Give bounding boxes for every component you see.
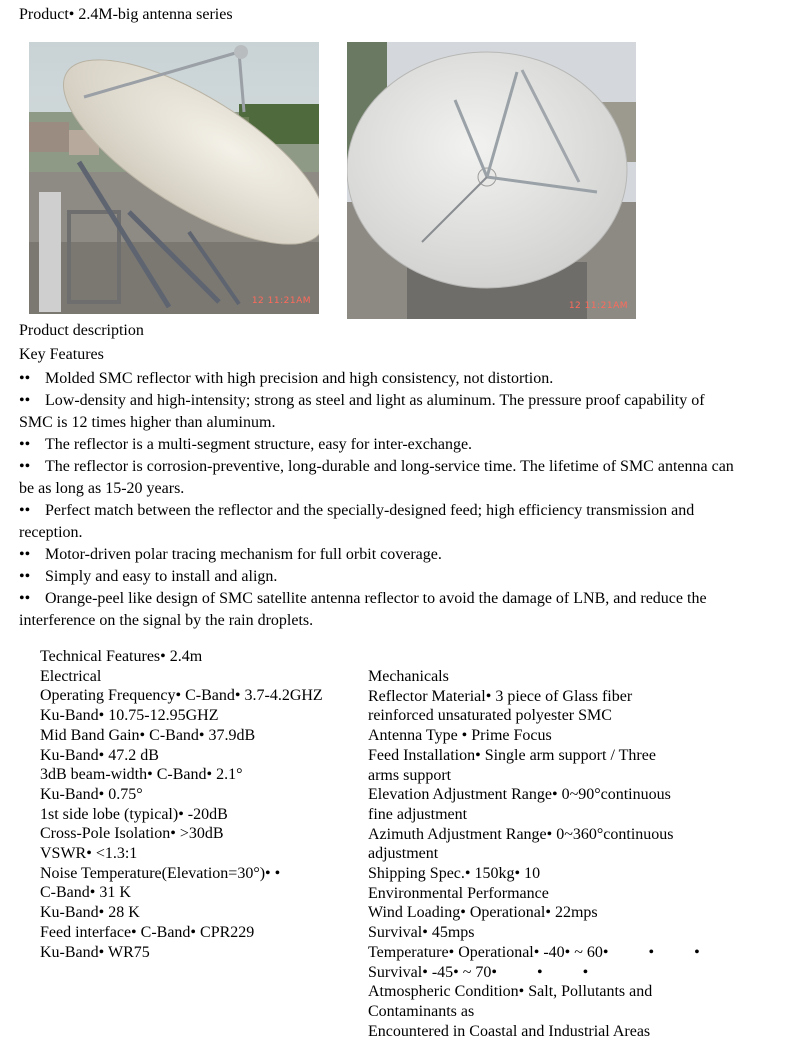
- spec-line: Survival• 45mps: [368, 924, 475, 942]
- bullet-icon: ••: [19, 568, 31, 585]
- spec-line: Operating Frequency• C-Band• 3.7-4.2GHZ: [40, 687, 323, 705]
- spec-line: Feed interface• C-Band• CPR229: [40, 923, 255, 941]
- mechanicals-column: [368, 667, 700, 1041]
- spec-line: Mechanicals: [368, 668, 449, 685]
- spec-line: Elevation Adjustment Range• 0~90°continuous: [368, 786, 671, 804]
- photo-timestamp: 12 11:21AM: [568, 301, 628, 311]
- bullet-icon: ••: [19, 502, 31, 519]
- key-features-heading: Key Features: [19, 346, 104, 363]
- spec-line: VSWR• <1.3:1: [40, 845, 138, 863]
- spec-line: Contaminants as: [368, 1002, 475, 1020]
- spec-line: Atmospheric Condition• Salt, Pollutants and: [368, 983, 653, 1001]
- bullet-icon: ••: [19, 546, 31, 563]
- spec-line: Shipping Spec.• 150kg• 10: [368, 865, 541, 883]
- spec-line: Survival• -45• ~ 70• • •: [368, 963, 589, 981]
- spec-line: Ku-Band• WR75: [40, 943, 150, 961]
- spec-line: 1st side lobe (typical)• -20dB: [40, 805, 228, 823]
- spec-line: arms support: [368, 766, 452, 784]
- spec-line: Antenna Type • Prime Focus: [368, 727, 552, 745]
- feature-item: •• Perfect match between the reflector and the specially-designed feed; high efficiency transmission and reception.: [19, 502, 695, 541]
- bullet-icon: ••: [19, 436, 31, 453]
- feature-item: •• Simply and easy to install and align.: [19, 566, 739, 588]
- photo-timestamp: 12 11:21AM: [251, 296, 311, 306]
- product-description-heading: Product description: [19, 322, 144, 339]
- spec-line: Environmental Performance: [368, 884, 549, 902]
- spec-line: reinforced unsaturated polyester SMC: [368, 707, 612, 725]
- bullet-icon: ••: [19, 392, 31, 409]
- spec-line: Ku-Band• 10.75-12.95GHZ: [40, 707, 219, 725]
- bullet-icon: ••: [19, 370, 31, 387]
- spec-line: Ku-Band• 47.2 dB: [40, 746, 159, 764]
- spec-line: Mid Band Gain• C-Band• 37.9dB: [40, 726, 256, 744]
- antenna-photo-front: [347, 42, 636, 319]
- spec-line: Wind Loading• Operational• 22mps: [368, 904, 598, 922]
- feature-item: •• The reflector is a multi-segment structure, easy for inter-exchange.: [19, 434, 739, 456]
- spec-line: 3dB beam-width• C-Band• 2.1°: [40, 766, 243, 784]
- spec-line: Technical Features• 2.4m: [40, 648, 203, 665]
- spec-line: Encountered in Coastal and Industrial Areas: [368, 1022, 651, 1040]
- bullet-icon: ••: [19, 590, 31, 607]
- page-title: Product• 2.4M-big antenna series: [19, 6, 233, 23]
- spec-line: Noise Temperature(Elevation=30°)• •: [40, 864, 281, 882]
- feature-item: •• Motor-driven polar tracing mechanism for full orbit coverage.: [19, 544, 739, 566]
- feature-item: •• Orange-peel like design of SMC satellite antenna reflector to avoid the damage of LNB, and reduce the interference on the signal by the rain droplets.: [19, 590, 707, 629]
- spec-line: adjustment: [368, 845, 439, 863]
- feature-item: •• The reflector is corrosion-preventive, long-durable and long-service time. The lifetime of SMC antenna can be as long as 15-20 years.: [19, 458, 734, 497]
- spec-line: fine adjustment: [368, 805, 468, 823]
- spec-line: Feed Installation• Single arm support / Three: [368, 746, 656, 764]
- spec-line: Ku-Band• 0.75°: [40, 785, 143, 803]
- spec-line: Azimuth Adjustment Range• 0~360°continuous: [368, 825, 674, 843]
- spec-line: Reflector Material• 3 piece of Glass fiber: [368, 687, 633, 705]
- spec-line: Temperature• Operational• -40• ~ 60• • •: [368, 943, 700, 961]
- technical-features-column: [40, 647, 323, 962]
- antenna-photo-side: [29, 42, 319, 314]
- bullet-icon: ••: [19, 458, 31, 475]
- spec-line: Ku-Band• 28 K: [40, 904, 140, 922]
- spec-line: Cross-Pole Isolation• >30dB: [40, 825, 224, 843]
- spec-line: Electrical: [40, 667, 102, 685]
- spec-line: C-Band• 31 K: [40, 884, 131, 902]
- feature-item: •• Low-density and high-intensity; strong as steel and light as aluminum. The pressure proof capability of SMC is 12 times higher than aluminum.: [19, 392, 705, 431]
- feature-item: •• Molded SMC reflector with high precision and high consistency, not distortion.: [19, 368, 739, 390]
